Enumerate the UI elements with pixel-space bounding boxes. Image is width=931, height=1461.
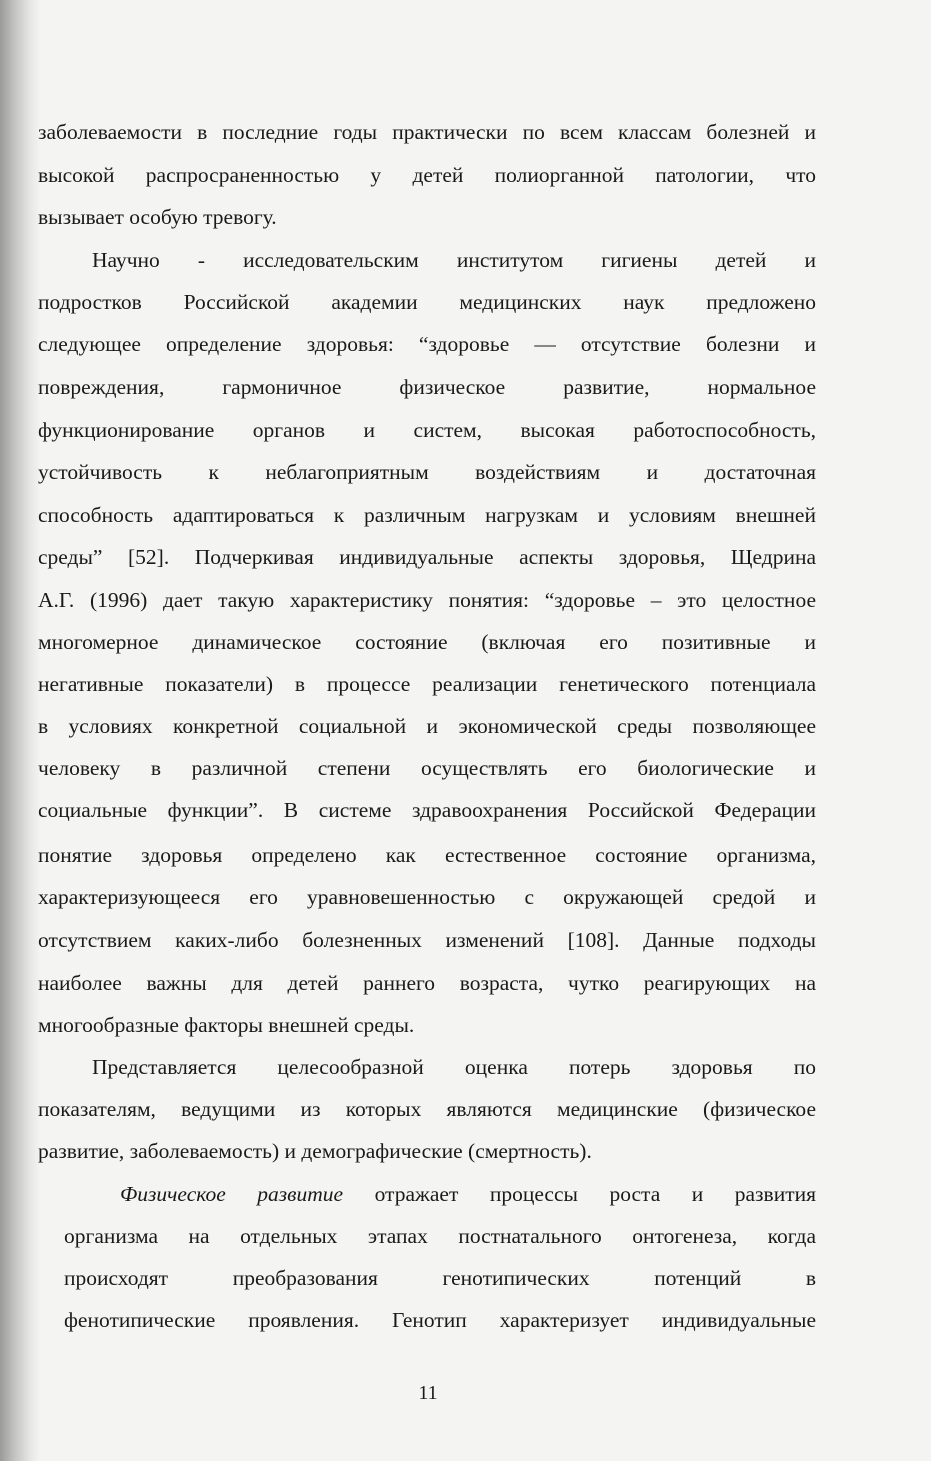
text-line: негативные показатели) в процессе реализации генетического потенциала: [38, 672, 816, 696]
text-line: показателям, ведущими из которых являются медицинские (физическое: [38, 1097, 816, 1121]
text-line: человеку в различной степени осуществлять его биологические и: [38, 756, 816, 780]
text-line: А.Г. (1996) дает такую характеристику понятия: “здоровье – это целостное: [38, 588, 816, 612]
text-line: понятие здоровья определено как естественное состояние организма,: [38, 843, 816, 867]
scan-shadow: [0, 0, 40, 1461]
document-page: [38, 0, 931, 1461]
page-number: 11: [418, 1382, 438, 1404]
text-line: характеризующееся его уравновешенностью с окружающей средой и: [38, 885, 816, 909]
text-fragment: отражает процессы роста и развития: [343, 1182, 816, 1206]
text-line: происходят преобразования генотипических потенций в: [64, 1266, 816, 1290]
text-line: организма на отдельных этапах постнатального онтогенеза, когда: [64, 1224, 816, 1248]
text-line: вызывает особую тревогу.: [38, 205, 277, 229]
text-line: наиболее важны для детей раннего возраста, чутко реагирующих на: [38, 971, 816, 995]
italic-term: Физическое развитие: [120, 1182, 344, 1206]
text-line: высокой распросраненностью у детей полиорганной патологии, что: [38, 163, 816, 187]
text-line: устойчивость к неблагоприятным воздействиям и достаточная: [38, 460, 816, 484]
paragraph-start-line: [120, 1184, 816, 1206]
paragraph-start-line: Представляется целесообразной оценка потерь здоровья по: [92, 1055, 816, 1079]
text-line: фенотипические проявления. Генотип характеризует индивидуальные: [64, 1308, 816, 1332]
text-line: повреждения, гармоничное физическое развитие, нормальное: [38, 375, 816, 399]
text-line: многообразные факторы внешней среды.: [38, 1013, 415, 1037]
text-line: следующее определение здоровья: “здоровье — отсутствие болезни и: [38, 332, 816, 356]
text-line: подростков Российской академии медицинских наук предложено: [38, 290, 816, 314]
text-line: заболеваемости в последние годы практически по всем классам болезней и: [38, 120, 816, 144]
text-line: в условиях конкретной социальной и экономической среды позволяющее: [38, 714, 816, 738]
text-line: способность адаптироваться к различным нагрузкам и условиям внешней: [38, 503, 816, 527]
text-line: отсутствием каких-либо болезненных изменений [108]. Данные подходы: [38, 928, 816, 952]
text-line: многомерное динамическое состояние (включая его позитивные и: [38, 630, 816, 654]
text-line: функционирование органов и систем, высокая работоспособность,: [38, 418, 816, 442]
text-line: среды” [52]. Подчеркивая индивидуальные аспекты здоровья, Щедрина: [38, 545, 816, 569]
text-line: развитие, заболеваемость) и демографические (смертность).: [38, 1139, 592, 1163]
text-line: социальные функции”. В системе здравоохранения Российской Федерации: [38, 798, 816, 822]
paragraph-start-line: Научно - исследовательским институтом гигиены детей и: [92, 248, 816, 272]
